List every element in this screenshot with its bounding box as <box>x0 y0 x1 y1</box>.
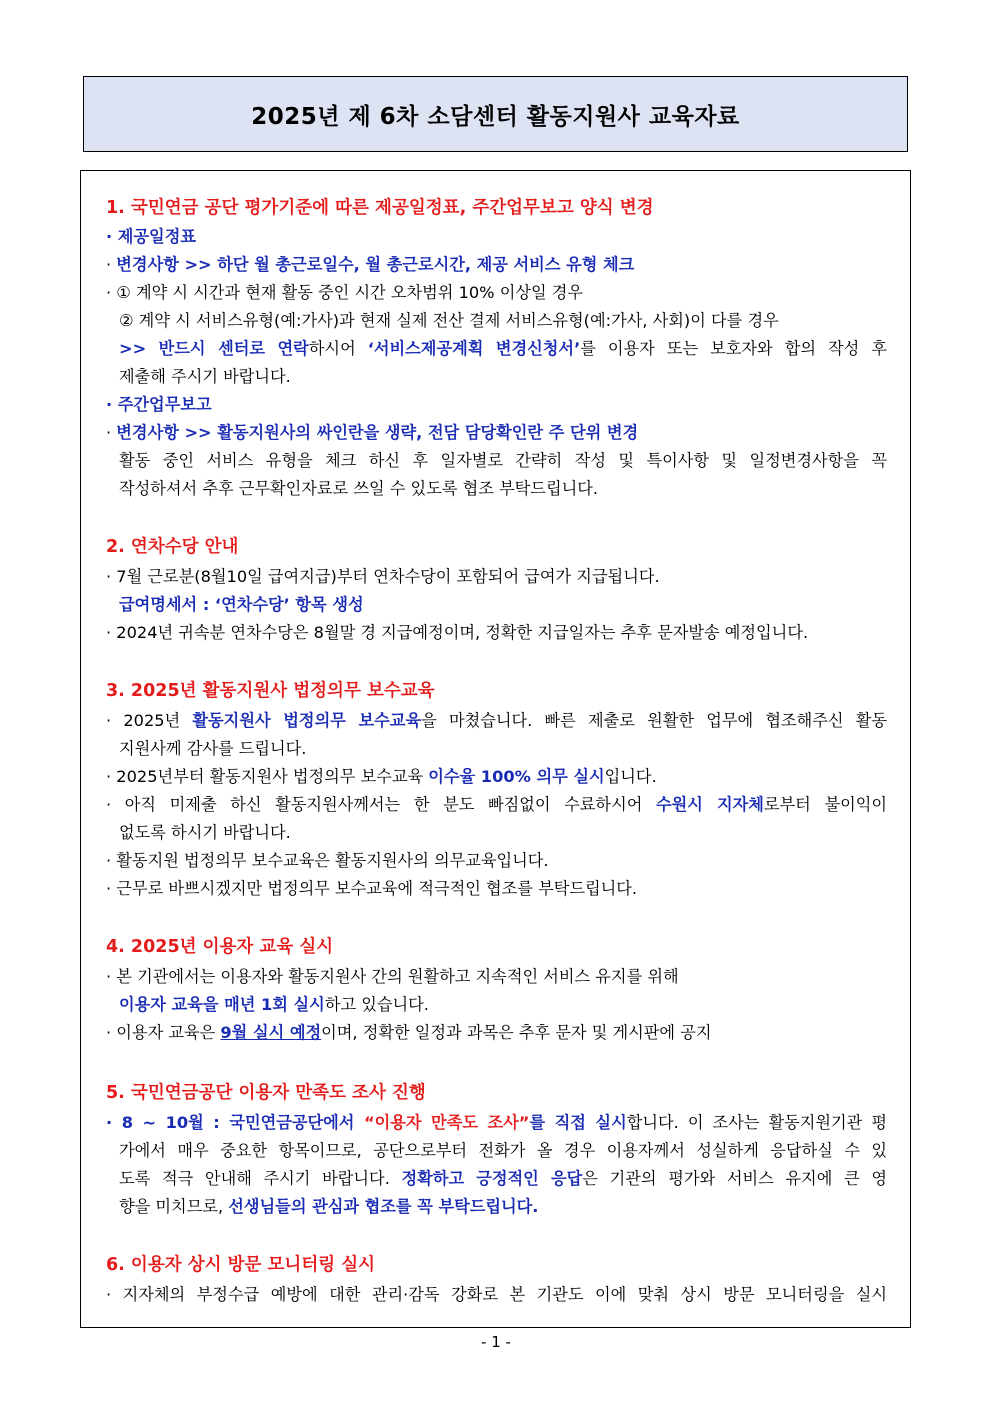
s1-b-text1: 활동 중인 서비스 유형을 체크 하신 후 일자별로 간략히 작성 및 특이사항 및 일정변경사항을 꼭 <box>119 451 887 470</box>
section-6-heading: 6. 이용자 상시 방문 모니터링 실시 <box>106 1255 376 1275</box>
s1-a-change: · 변경사항 >> 하단 월 총근로일수, 월 총근로시간, 제공 서비스 유형 체크 <box>106 255 635 274</box>
section-1-heading: 1. 국민연금 공단 평가기준에 따른 제공일정표, 주간업무보고 양식 변경 <box>106 198 654 218</box>
s3-line5: · 근무로 바쁘시겠지만 법정의무 보수교육에 적극적인 협조를 부탁드립니다. <box>106 879 638 898</box>
s3-line3: · 아직 미제출 하신 활동지원사께서는 한 분도 빠짐없이 수료하시어 수원시 지자체로부터 불이익이 <box>106 795 887 814</box>
s2-line1: · 7월 근로분(8월10일 급여지급)부터 연차수당이 포함되어 급여가 지급됩니다. <box>106 567 660 586</box>
s5-line2: 가에서 매우 중요한 항목이므로, 공단으로부터 전화가 올 경우 이용자께서 성실하게 응답하실 수 있 <box>119 1141 887 1160</box>
s2-line3: · 2024년 귀속분 연차수당은 8월말 경 지급예정이며, 정확한 지급일자는 추후 문자발송 예정입니다. <box>106 623 809 642</box>
s2-line2: 급여명세서 : ‘연차수당’ 항목 생성 <box>119 595 364 614</box>
s4-line2: 이용자 교육을 매년 1회 실시하고 있습니다. <box>119 995 429 1014</box>
s5-line3: 도록 적극 안내해 주시기 바랍니다. 정확하고 긍정적인 응답은 기관의 평가와 서비스 유지에 큰 영 <box>119 1169 887 1188</box>
content-box <box>80 170 911 1328</box>
s1-a-item2: ② 계약 시 서비스유형(예:가사)과 현재 실제 전산 결제 서비스유형(예:가사, 사회)이 다를 경우 <box>119 311 779 330</box>
s3-line1-cont: 지원사께 감사를 드립니다. <box>119 739 307 758</box>
s1-a-note: >> 반드시 센터로 연락하시어 ‘서비스제공계획 변경신청서’를 이용자 또는 보호자와 합의 작성 후 <box>119 339 887 358</box>
s3-line3-cont: 없도록 하시기 바랍니다. <box>119 823 291 842</box>
s1-a-item1: · ① 계약 시 시간과 현재 활동 중인 시간 오차범위 10% 이상일 경우 <box>106 283 584 302</box>
title-box <box>83 76 908 152</box>
page-number: - 1 - <box>481 1333 511 1351</box>
section-3-heading: 3. 2025년 활동지원사 법정의무 보수교육 <box>106 681 435 701</box>
document-title: 2025년 제 6차 소담센터 활동지원사 교육자료 <box>251 103 740 130</box>
section-2-heading: 2. 연차수당 안내 <box>106 537 239 557</box>
s1-b-text2: 작성하셔서 추후 근무확인자료로 쓰일 수 있도록 협조 부탁드립니다. <box>119 479 599 498</box>
section-4-heading: 4. 2025년 이용자 교육 실시 <box>106 937 334 957</box>
s4-line3: · 이용자 교육은 9월 실시 예정이며, 정확한 일정과 과목은 추후 문자 및 게시판에 공지 <box>106 1023 712 1042</box>
s5-line4: 향을 미치므로, 선생님들의 관심과 협조를 꼭 부탁드립니다. <box>119 1197 539 1216</box>
section-5-heading: 5. 국민연금공단 이용자 만족도 조사 진행 <box>106 1083 426 1103</box>
s4-line1: · 본 기관에서는 이용자와 활동지원사 간의 원활하고 지속적인 서비스 유지를 위해 <box>106 967 679 986</box>
s3-line2: · 2025년부터 활동지원사 법정의무 보수교육 이수율 100% 의무 실시입니다. <box>106 767 657 786</box>
s6-line1: · 지자체의 부정수급 예방에 대한 관리·감독 강화로 본 기관도 이에 맞춰 상시 방문 모니터링을 실시 <box>106 1285 887 1304</box>
s5-line1: · 8 ~ 10월 : 국민연금공단에서 “이용자 만족도 조사”를 직접 실시합니다. 이 조사는 활동지원기관 평 <box>106 1113 887 1132</box>
s1-a-title: · 제공일정표 <box>106 227 196 246</box>
s3-line4: · 활동지원 법정의무 보수교육은 활동지원사의 의무교육입니다. <box>106 851 549 870</box>
s1-b-change: · 변경사항 >> 활동지원사의 싸인란을 생략, 전담 담당확인란 주 단위 변경 <box>106 423 639 442</box>
s1-a-note-cont: 제출해 주시기 바랍니다. <box>119 367 291 386</box>
s1-b-title: · 주간업무보고 <box>106 395 212 414</box>
s3-line1: · 2025년 활동지원사 법정의무 보수교육을 마쳤습니다. 빠른 제출로 원활한 업무에 협조해주신 활동 <box>106 711 887 730</box>
